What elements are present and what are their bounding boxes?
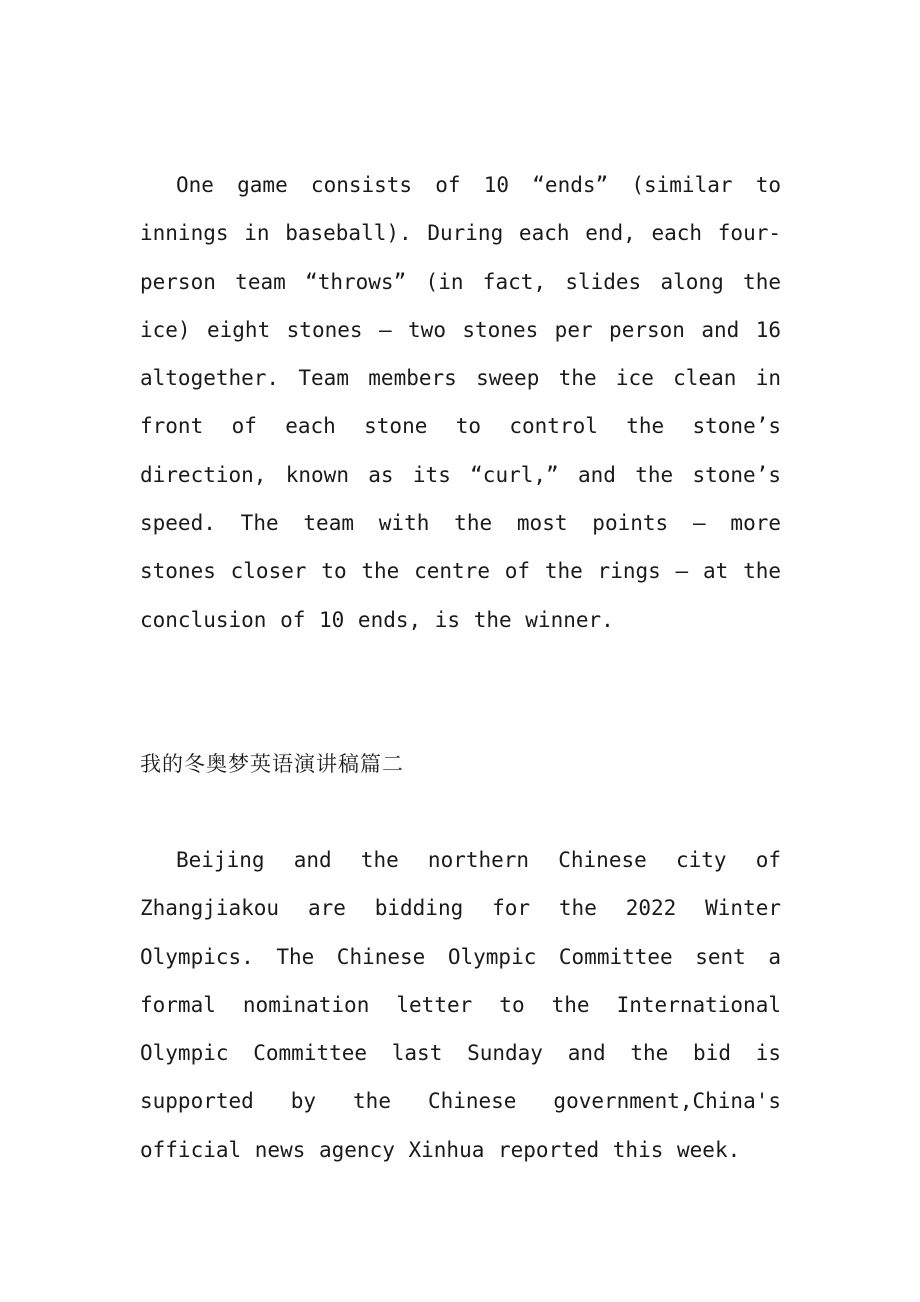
section-heading: 我的冬奥梦英语演讲稿篇二 [140,752,404,776]
body-paragraph-beijing-bid: Beijing and the northern Chinese city of Zhangjiakou are bidding for the 2022 Winter Olympics. The Chinese Olympic Committee sent a formal nomination letter to the International Olympic Committee last Sunday and the bid is supported by the Chinese government,China's official news agency Xinhua reported this week. [140,848,781,1162]
body-paragraph-curling-rules: One game consists of 10 “ends” (similar to innings in baseball). During each end, each four-person team “throws” (in fact, slides along the ice) eight stones — two stones per person and 16 altogether. Team members sweep the ice clean in front of each stone to control the stone’s direction, known as its “curl,” and the stone’s speed. The team with the most points — more stones closer to the centre of the rings — at the conclusion of 10 ends, is the winner. [140,173,781,632]
